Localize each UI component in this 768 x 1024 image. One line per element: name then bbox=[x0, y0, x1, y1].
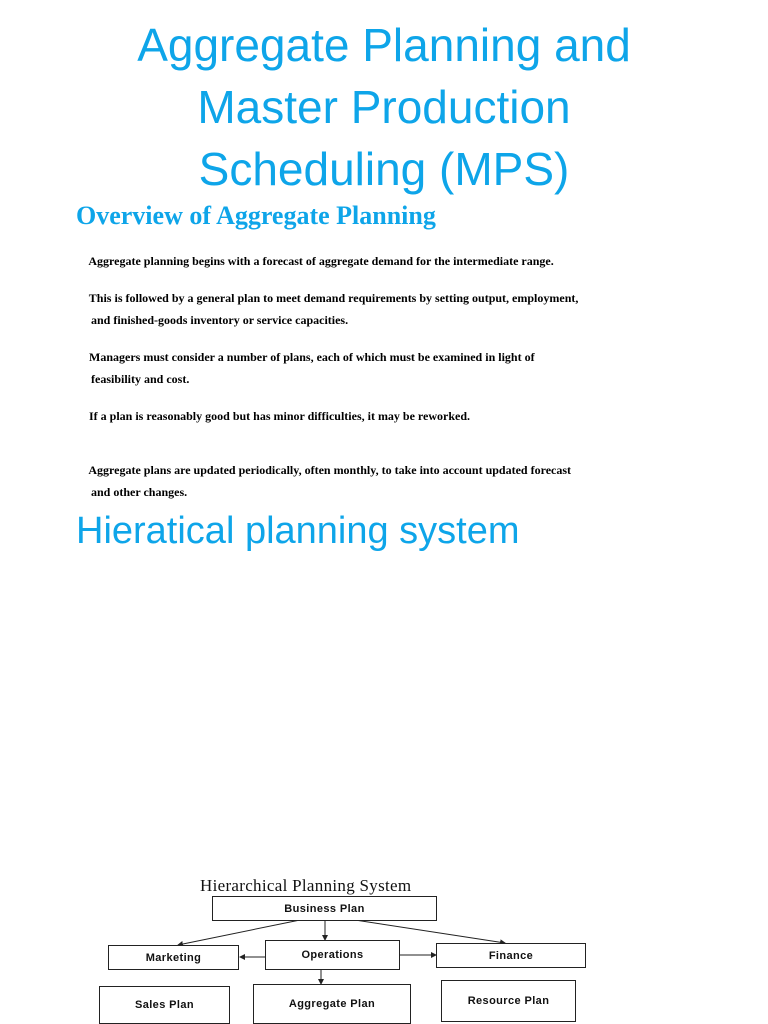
title-line-3: Scheduling (MPS) bbox=[198, 143, 570, 195]
sales-plan-box: Sales Plan bbox=[99, 986, 230, 1024]
overview-heading: Overview of Aggregate Planning bbox=[76, 201, 436, 230]
business-plan-box: Business Plan bbox=[212, 896, 437, 921]
bullet-text: Managers must consider a number of plans, each of which must be examined in light of bbox=[89, 350, 535, 364]
section-heading: Hieratical planning system bbox=[76, 510, 520, 552]
title-line-1: Aggregate Planning and bbox=[137, 19, 631, 71]
bullet-text-continued: and finished-goods inventory or service capacities. bbox=[91, 313, 349, 327]
bullet-text-continued: and other changes. bbox=[91, 485, 188, 499]
title-line-2: Master Production bbox=[197, 81, 571, 133]
operations-box: Operations bbox=[265, 940, 400, 970]
diagram-title: Hierarchical Planning System bbox=[200, 876, 412, 895]
bullet-text: This is followed by a general plan to meet demand requirements by setting output, employment, bbox=[88, 291, 579, 305]
finance-box: Finance bbox=[436, 943, 586, 968]
resource-plan-box: Resource Plan bbox=[441, 980, 576, 1022]
bullet-text: Aggregate planning begins with a forecast of aggregate demand for the intermediate range. bbox=[88, 254, 554, 268]
aggregate-plan-box: Aggregate Plan bbox=[253, 984, 411, 1024]
bullet-text: Aggregate plans are updated periodically, often monthly, to take into account updated forecast bbox=[88, 463, 572, 477]
marketing-box: Marketing bbox=[108, 945, 239, 970]
bullet-text-continued: feasibility and cost. bbox=[91, 372, 190, 386]
bullet-text: If a plan is reasonably good but has minor difficulties, it may be reworked. bbox=[89, 409, 471, 423]
